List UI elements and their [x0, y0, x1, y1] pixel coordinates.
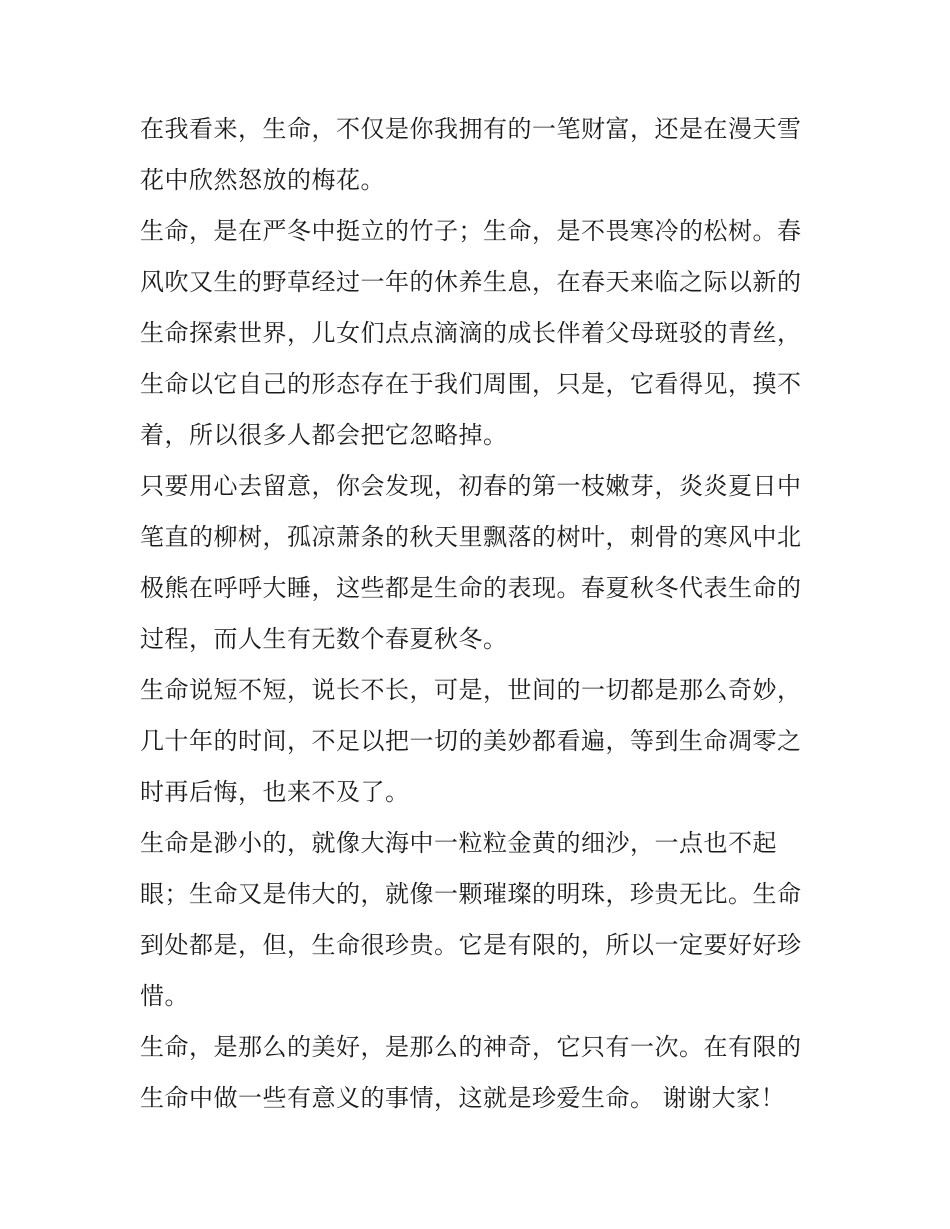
- text-line: 生命，是在严冬中挺立的竹子；生命，是不畏寒冷的松树。春: [140, 217, 802, 245]
- text-line: 生命以它自己的形态存在于我们周围，只是，它看得见，摸不: [140, 370, 802, 398]
- paragraph-1: [140, 104, 812, 206]
- paragraph-5: [140, 818, 812, 1022]
- paragraph-6: [140, 1022, 812, 1124]
- document-body: [140, 104, 812, 1124]
- text-line: 生命，是那么的美好，是那么的神奇，它只有一次。在有限的: [140, 1033, 802, 1061]
- text-line: 笔直的柳树，孤凉萧条的秋天里飘落的树叶，刺骨的寒风中北: [140, 523, 802, 551]
- text-line: 过程，而人生有无数个春夏秋冬。: [140, 625, 508, 653]
- text-line: 在我看来，生命，不仅是你我拥有的一笔财富，还是在漫天雪: [140, 115, 802, 143]
- paragraph-4: [140, 665, 812, 818]
- text-line: 生命中做一些有意义的事情，这就是珍爱生命。 谢谢大家！: [140, 1084, 786, 1112]
- text-line: 着，所以很多人都会把它忽略掉。: [140, 421, 508, 449]
- text-line: 生命说短不短，说长不长，可是，世间的一切都是那么奇妙，: [140, 676, 802, 704]
- text-line: 时再后悔，也来不及了。: [140, 778, 410, 806]
- text-line: 生命是渺小的，就像大海中一粒粒金黄的细沙，一点也不起: [140, 829, 777, 857]
- text-line: 惜。: [140, 982, 189, 1010]
- text-line: 风吹又生的野草经过一年的休养生息，在春天来临之际以新的: [140, 268, 802, 296]
- text-line: 只要用心去留意，你会发现，初春的第一枝嫩芽，炎炎夏日中: [140, 472, 802, 500]
- text-line: 生命探索世界，儿女们点点滴滴的成长伴着父母斑驳的青丝，: [140, 319, 802, 347]
- paragraph-3: [140, 461, 812, 665]
- text-line: 极熊在呼呼大睡，这些都是生命的表现。春夏秋冬代表生命的: [140, 574, 802, 602]
- text-line: 到处都是，但，生命很珍贵。它是有限的，所以一定要好好珍: [140, 931, 802, 959]
- paragraph-2: [140, 206, 812, 461]
- text-line: 花中欣然怒放的梅花。: [140, 166, 385, 194]
- text-line: 几十年的时间，不足以把一切的美妙都看遍，等到生命凋零之: [140, 727, 802, 755]
- text-line: 眼；生命又是伟大的，就像一颗璀璨的明珠，珍贵无比。生命: [140, 880, 802, 908]
